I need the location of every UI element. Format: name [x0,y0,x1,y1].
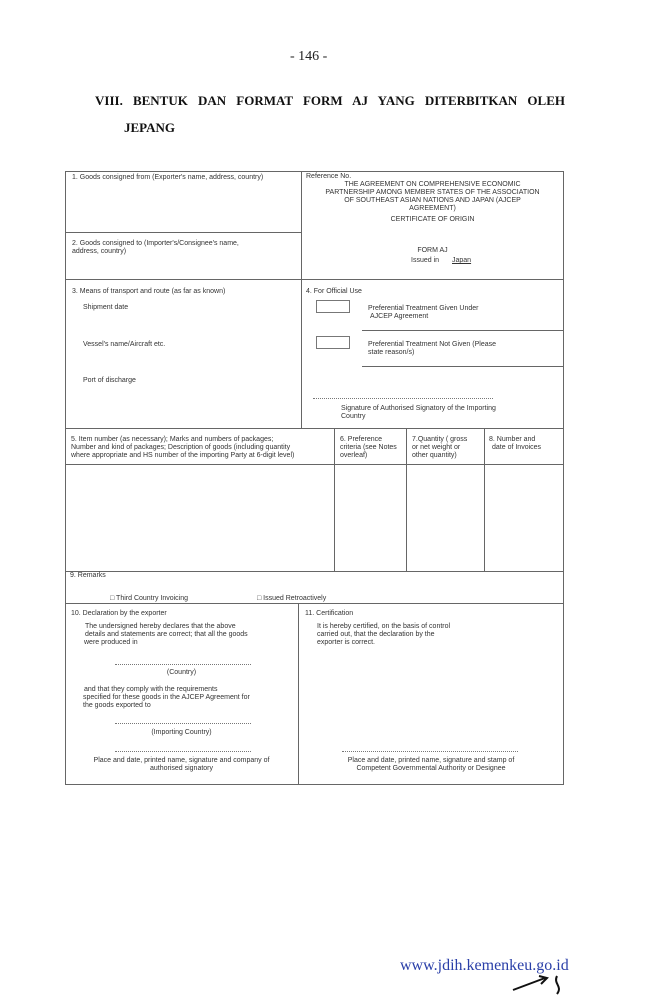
third-country-checkbox[interactable]: □ Third Country Invoicing [110,595,189,602]
declaration-text: specified for these goods in the AJCEP Agreement for [83,694,250,701]
agreement-title: PARTNERSHIP AMONG MEMBER STATES OF THE ASSOCIATION [325,189,540,196]
agreement-title: AGREEMENT) [409,205,456,212]
pref-given-label: Preferential Treatment Given Under [368,305,479,312]
issued-in-value: Japan [452,257,472,264]
issued-retroactively-checkbox[interactable]: □ Issued Retroactively [257,595,327,602]
vessel-label: Vessel's name/Aircraft etc. [83,341,166,348]
box1-label: 1. Goods consigned from (Exporter's name, address, country) [72,174,264,181]
declaration-text: and that they comply with the requirements [84,686,218,693]
certificate-title: CERTIFICATE OF ORIGIN [390,216,475,223]
form-name: FORM AJ [417,247,448,254]
pref-not-given-checkbox[interactable] [316,336,350,349]
exporter-signature-label: Place and date, printed name, signature and company of [93,757,270,764]
port-label: Port of discharge [83,377,136,384]
box6-label: overleaf) [340,452,368,459]
box3-label: 3. Means of transport and route (as far as known) [72,288,226,295]
declaration-text: The undersigned hereby declares that the above [85,623,236,630]
signature-mark-icon [505,972,575,996]
box7-label: other quantity) [412,452,457,459]
certification-text: It is hereby certified, on the basis of control [317,623,451,630]
importing-country-label: (Importing Country) [151,729,212,736]
box5-label: where appropriate and HS number of the importing Party at 6-digit level) [71,452,295,459]
declaration-text: details and statements are correct; that all the goods [85,631,248,638]
certification-text: carried out, that the declaration by the [317,631,435,638]
page-number: - 146 - [290,49,328,64]
box9-label: 9. Remarks [70,572,106,579]
certification-text: exporter is correct. [317,639,375,646]
country-label: (Country) [166,669,197,676]
issued-in-label: Issued in [411,257,440,264]
agreement-title: OF SOUTHEAST ASIAN NATIONS AND JAPAN (AJCEP [344,197,521,204]
box5-label: 5. Item number (as necessary); Marks and numbers of packages; [71,436,274,443]
box7-label: 7.Quantity ( gross [412,436,468,443]
box8-label: date of Invoices [492,444,542,451]
section-heading: VIII. BENTUK DAN FORMAT FORM AJ YANG DITERBITKAN OLEH [95,93,565,108]
box10-label: 10. Declaration by the exporter [71,610,167,617]
declaration-text: the goods exported to [83,702,151,709]
box2-label-1: 2. Goods consigned to (Importer's/Consignee's name, [72,240,239,247]
exporter-signature-label: authorised signatory [149,765,214,772]
authority-signature-label: Competent Governmental Authority or Designee [356,765,506,772]
pref-given-checkbox[interactable] [316,300,350,313]
reference-label: Reference No. [306,173,352,180]
pref-not-given-label: state reason/s) [368,349,415,356]
agreement-title: THE AGREEMENT ON COMPREHENSIVE ECONOMIC [344,181,521,188]
footer-url[interactable]: www.jdih.kemenkeu.go.id [400,957,569,974]
signature-importing-label: Signature of Authorised Signatory of the Importing [341,405,496,412]
box8-label: 8. Number and [489,436,536,443]
signature-importing-label: Country [341,413,366,420]
box4-label: 4. For Official Use [306,288,362,295]
pref-given-label: AJCEP Agreement [370,313,429,320]
box11-label: 11. Certification [305,610,354,617]
pref-not-given-label: Preferential Treatment Not Given (Please [368,341,497,348]
declaration-text: were produced in [84,639,138,646]
box6-label: criteria (see Notes [340,444,397,451]
authority-signature-label: Place and date, printed name, signature and stamp of [347,757,515,764]
shipment-date-label: Shipment date [83,304,129,311]
box6-label: 6. Preference [340,436,383,443]
box2-label-2: address, country) [72,248,127,255]
box7-label: or net weight or [412,444,461,451]
box5-label: Number and kind of packages; Description of goods (including quantity [71,444,291,451]
section-heading-cont: JEPANG [124,120,176,135]
